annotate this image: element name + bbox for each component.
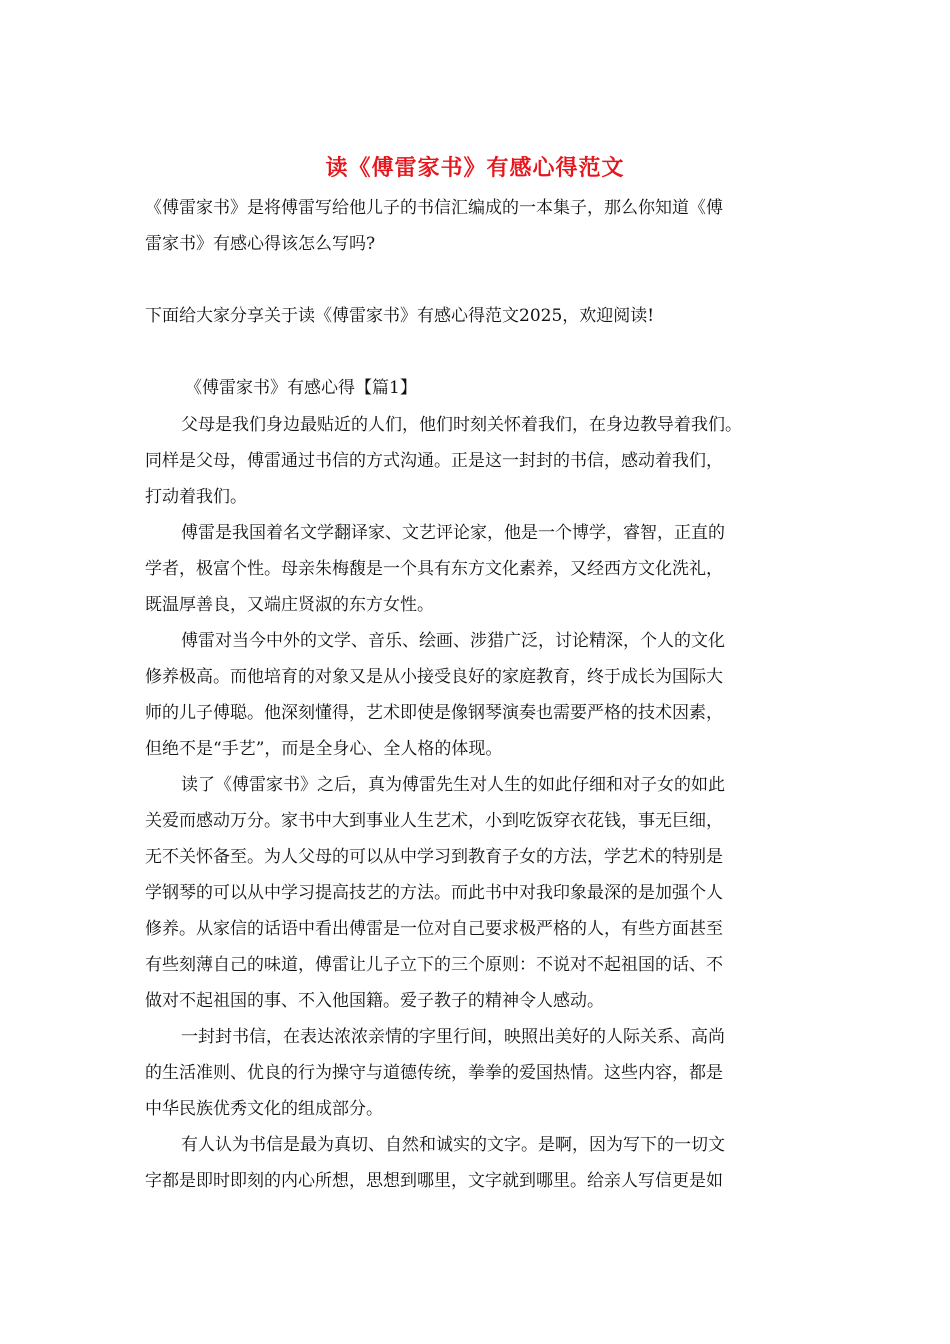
- paragraph-line: 的生活准则、优良的行为操守与道德传统，拳拳的爱国热情。这些内容，都是: [145, 1063, 723, 1083]
- paragraph-4: [145, 767, 815, 1019]
- intro-paragraph: [145, 190, 815, 262]
- paragraph-line: 同样是父母，傅雷通过书信的方式沟通。正是这一封封的书信，感动着我们，: [145, 451, 723, 471]
- paragraph-line: 修养。从家信的话语中看出傅雷是一位对自己要求极严格的人，有些方面甚至: [145, 919, 723, 939]
- paragraph-5: [145, 1019, 815, 1127]
- paragraph-1: [145, 407, 815, 515]
- paragraph-line: 学钢琴的可以从中学习提高技艺的方法。而此书中对我印象最深的是加强个人: [145, 883, 723, 903]
- section-heading-text: 《傅雷家书》有感心得【篇1】: [185, 378, 417, 398]
- paragraph-line: 有人认为书信是最为真切、自然和诚实的文字。是啊，因为写下的一切文: [181, 1135, 725, 1155]
- document-title: 读《傅雷家书》有感心得范文: [325, 155, 625, 181]
- paragraph-line: 字都是即时即刻的内心所想，思想到哪里，文字就到哪里。给亲人写信更是如: [145, 1171, 723, 1191]
- paragraph-3: [145, 623, 815, 767]
- paragraph-line: 但绝不是“手艺”，而是全身心、全人格的体现。: [145, 739, 503, 759]
- paragraph-line: 既温厚善良，又端庄贤淑的东方女性。: [145, 595, 434, 615]
- paragraph-line: 学者，极富个性。母亲朱梅馥是一个具有东方文化素养，又经西方文化洗礼，: [145, 559, 723, 579]
- paragraph-6: [145, 1127, 815, 1199]
- intro-line: 《傅雷家书》是将傅雷写给他儿子的书信汇编成的一本集子，那么你知道《傅: [145, 198, 723, 218]
- paragraph-line: 中华民族优秀文化的组成部分。: [145, 1099, 383, 1119]
- paragraph-line: 无不关怀备至。为人父母的可以从中学习到教育子女的方法，学艺术的特别是: [145, 847, 723, 867]
- paragraph-line: 一封封书信，在表达浓浓亲情的字里行间，映照出美好的人际关系、高尚: [181, 1027, 725, 1047]
- paragraph-line: 关爱而感动万分。家书中大到事业人生艺术，小到吃饭穿衣花钱，事无巨细，: [145, 811, 723, 831]
- paragraph-line: 读了《傅雷家书》之后，真为傅雷先生对人生的如此仔细和对子女的如此: [181, 775, 725, 795]
- paragraph-line: 修养极高。而他培育的对象又是从小接受良好的家庭教育，终于成长为国际大: [145, 667, 723, 687]
- paragraph-line: 打动着我们。: [145, 487, 247, 507]
- paragraph-line: 傅雷对当今中外的文学、音乐、绘画、涉猎广泛，讨论精深，个人的文化: [181, 631, 725, 651]
- paragraph-line: 有些刻薄自己的味道，傅雷让儿子立下的三个原则：不说对不起祖国的话、不: [145, 955, 723, 975]
- paragraph-2: [145, 515, 815, 623]
- paragraph-line: 父母是我们身边最贴近的人们，他们时刻关怀着我们，在身边教导着我们。: [181, 415, 742, 435]
- paragraph-line: 傅雷是我国着名文学翻译家、文艺评论家，他是一个博学，睿智，正直的: [181, 523, 725, 543]
- section-heading: [145, 370, 855, 406]
- lead-paragraph: [145, 298, 815, 334]
- paragraph-line: 师的儿子傅聪。他深刻懂得，艺术即使是像钢琴演奏也需要严格的技术因素，: [145, 703, 723, 723]
- paragraph-line: 做对不起祖国的事、不入他国籍。爱子教子的精神令人感动。: [145, 991, 604, 1011]
- intro-line: 雷家书》有感心得该怎么写吗?: [145, 234, 376, 254]
- lead-line: 下面给大家分享关于读《傅雷家书》有感心得范文2025，欢迎阅读!: [145, 306, 655, 326]
